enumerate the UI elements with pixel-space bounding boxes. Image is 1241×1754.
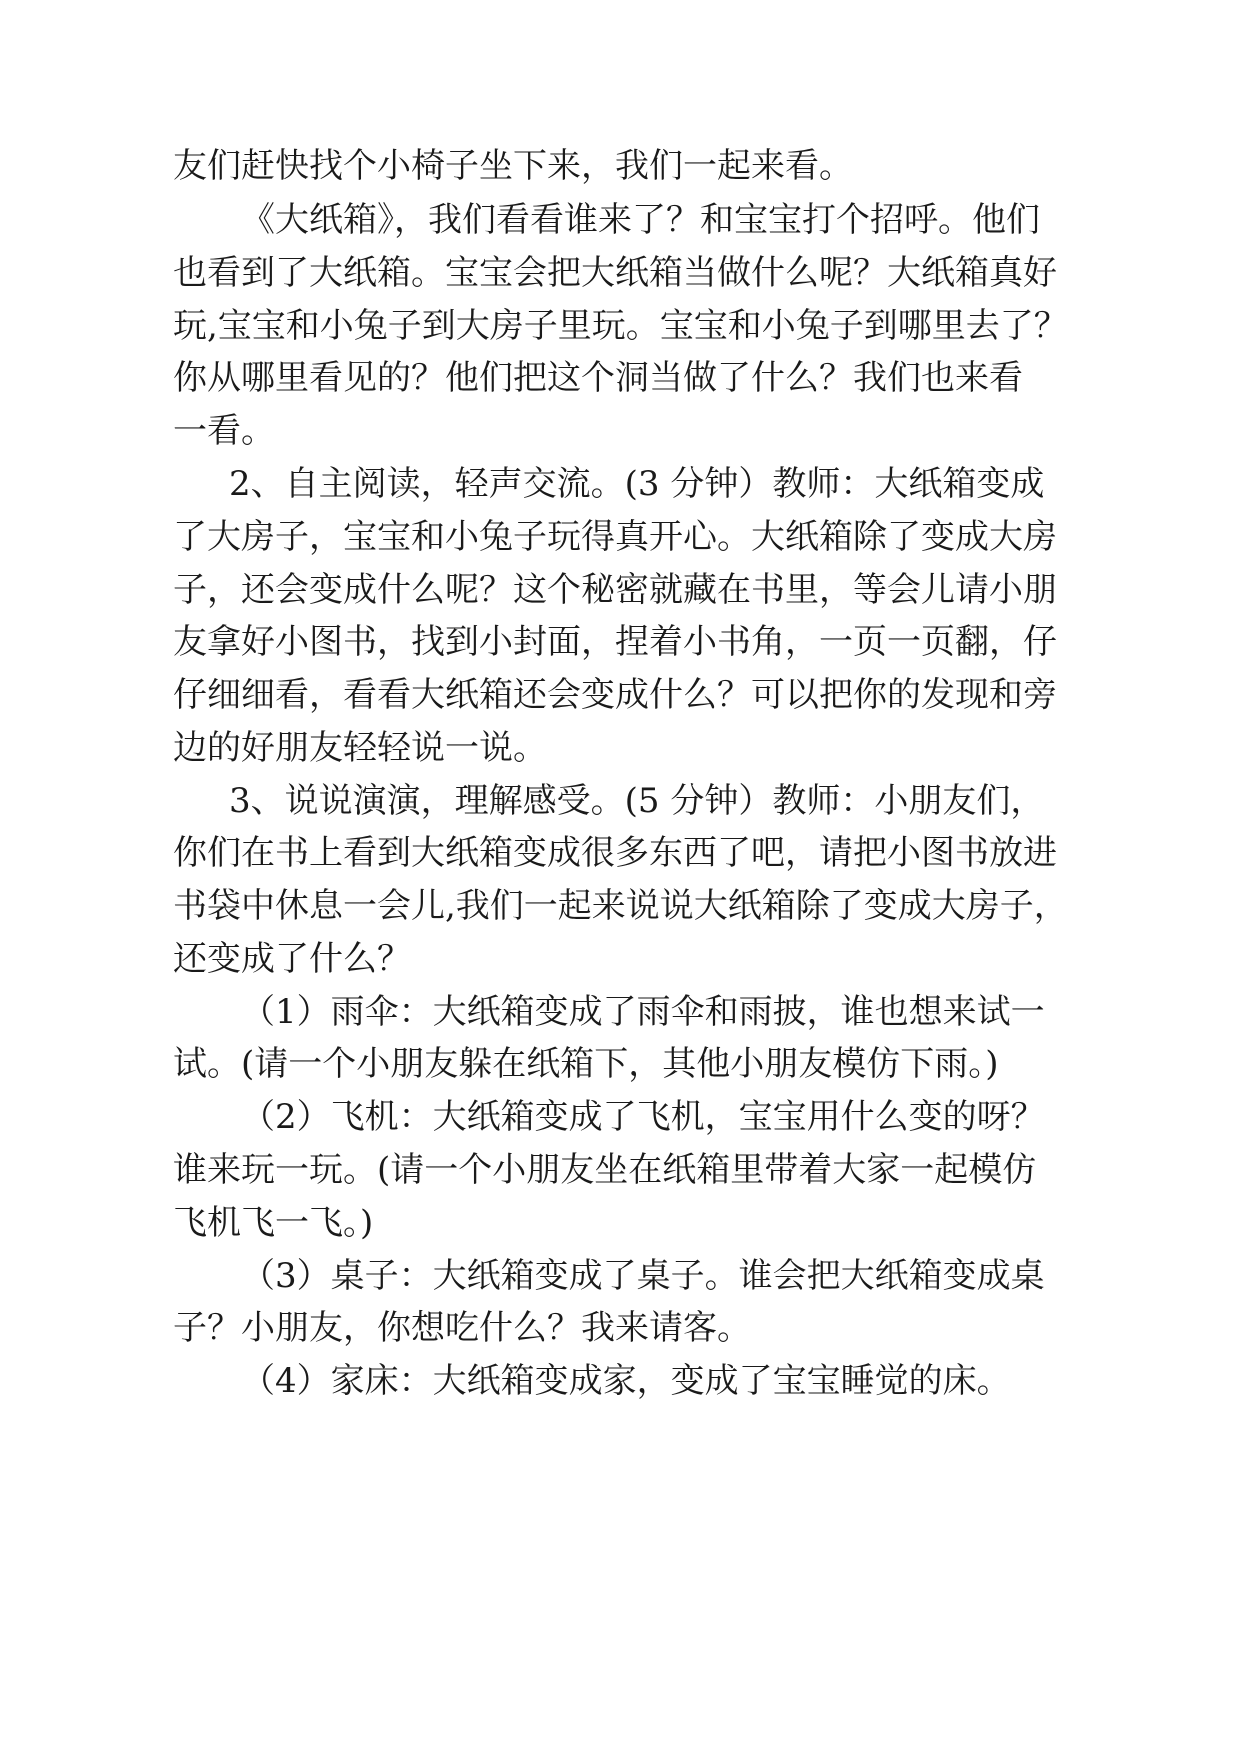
line-text: 边的好朋友轻轻说一说。 (173, 728, 547, 768)
line-text: （2）飞机：大纸箱变成了飞机，宝宝用什么变的呀？ (241, 1097, 1045, 1137)
line-text: 书袋中休息一会儿,我们一起来说说大纸箱除了变成大房子， (173, 886, 1068, 926)
line-text: 2、自主阅读，轻声交流。(3 分钟）教师：大纸箱变成 (229, 464, 1045, 504)
line-text: 3、说说演演，理解感受。(5 分钟）教师：小朋友们， (229, 781, 1045, 821)
line-text: （1）雨伞：大纸箱变成了雨伞和雨披，谁也想来试一 (241, 992, 1045, 1032)
line-text: 也看到了大纸箱。宝宝会把大纸箱当做什么呢？大纸箱真好 (173, 253, 1057, 293)
line-text: 子，还会变成什么呢？这个秘密就藏在书里，等会儿请小朋 (173, 570, 1057, 610)
line-text: 友们赶快找个小椅子坐下来，我们一起来看。 (173, 146, 853, 186)
text-line (0, 190, 1241, 250)
line-text: 你们在书上看到大纸箱变成很多东西了吧，请把小图书放进 (173, 833, 1057, 873)
line-text: 仔细细看，看看大纸箱还会变成什么？可以把你的发现和旁 (173, 675, 1057, 715)
line-text: 试。(请一个小朋友躲在纸箱下，其他小朋友模仿下雨。) (173, 1044, 999, 1084)
text-line (0, 1298, 1241, 1358)
text-line (0, 718, 1241, 778)
text-line (0, 296, 1241, 356)
line-text: （3）桌子：大纸箱变成了桌子。谁会把大纸箱变成桌 (241, 1256, 1045, 1296)
text-line (0, 1193, 1241, 1253)
text-line (0, 771, 1241, 831)
line-text: 友拿好小图书，找到小封面，捏着小书角，一页一页翻，仔 (173, 622, 1057, 662)
text-line (0, 876, 1241, 936)
line-text: （4）家床：大纸箱变成家，变成了宝宝睡觉的床。 (241, 1361, 1011, 1401)
text-line (0, 401, 1241, 461)
text-line (0, 243, 1241, 303)
text-line (0, 136, 1241, 196)
line-text: 玩,宝宝和小兔子到大房子里玩。宝宝和小兔子到哪里去了？ (173, 306, 1068, 346)
line-text: 飞机飞一飞。) (173, 1203, 374, 1243)
line-text: 一看。 (173, 411, 275, 451)
text-line (0, 612, 1241, 672)
text-line (0, 507, 1241, 567)
text-line (0, 665, 1241, 725)
line-text: 你从哪里看见的？他们把这个洞当做了什么？我们也来看 (173, 358, 1023, 398)
line-text: 了大房子，宝宝和小兔子玩得真开心。大纸箱除了变成大房 (173, 517, 1057, 557)
line-text: 子？小朋友，你想吃什么？我来请客。 (173, 1308, 751, 1348)
text-line (0, 982, 1241, 1042)
text-line (0, 1087, 1241, 1147)
text-line (0, 823, 1241, 883)
text-line (0, 1034, 1241, 1094)
line-text: 《大纸箱》，我们看看谁来了？和宝宝打个招呼。他们 (241, 200, 1040, 240)
text-line (0, 1140, 1241, 1200)
text-line (0, 560, 1241, 620)
text-line (0, 929, 1241, 989)
text-line (0, 1246, 1241, 1306)
line-text: 还变成了什么？ (173, 939, 411, 979)
text-line (0, 348, 1241, 408)
text-line (0, 454, 1241, 514)
text-line (0, 1351, 1241, 1411)
line-text: 谁来玩一玩。(请一个小朋友坐在纸箱里带着大家一起模仿 (173, 1150, 1037, 1190)
